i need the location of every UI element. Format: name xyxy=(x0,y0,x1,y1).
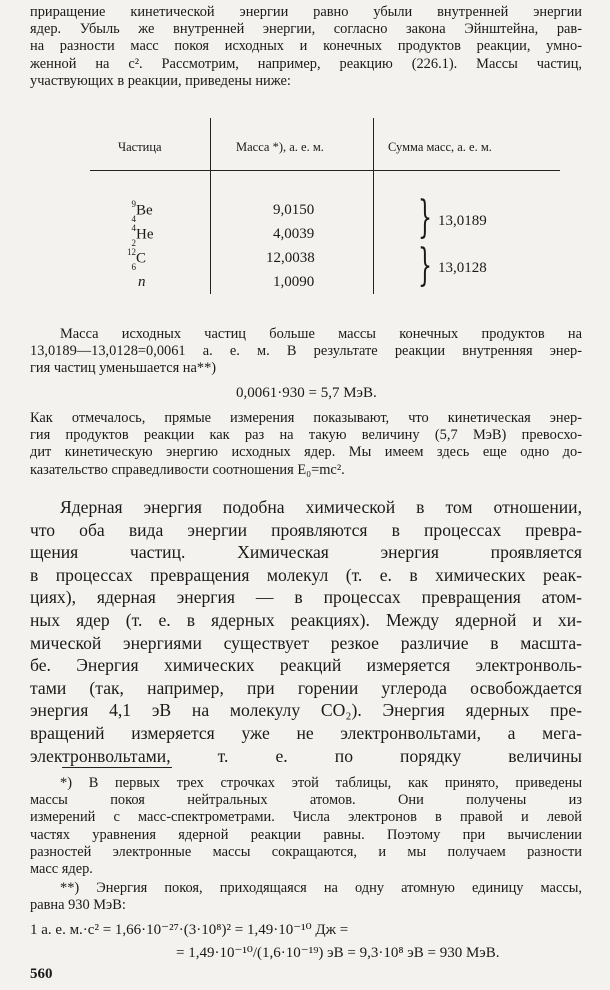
sum-final: 13,0128 xyxy=(438,260,487,276)
particle-c: 12 6 C xyxy=(127,247,147,272)
text-line: Ядерная энергия подобна химической в том отношении, xyxy=(60,497,582,517)
text-line: в процессах превращения молекул (т. е. в химических реак- xyxy=(30,564,582,585)
text-line: Как отмечалось, прямые измерения показывают, что кинетическая энер- xyxy=(30,410,582,426)
brace-initial: } xyxy=(418,192,432,243)
page-number: 560 xyxy=(30,966,53,982)
mass-value: 9,0150 xyxy=(273,202,315,218)
conversion-formula-line-2: = 1,49·10⁻¹⁰/(1,6·10⁻¹⁹) эВ = 9,3·10⁸ эВ = 930 МэВ. xyxy=(176,945,500,961)
conversion-formula-line-1: 1 а. е. м.·c² = 1,66·10⁻²⁷·(3·10⁸)² = 1,49·10⁻¹⁰ Дж = xyxy=(30,922,349,938)
text-line: измерений с масс-спектрометрами. Числа электронов в правой и левой xyxy=(30,809,582,826)
confirmation-paragraph xyxy=(30,410,582,479)
text-line: массы покоя нейтральных атомов. Они получены из xyxy=(30,792,582,809)
text-line: 13,0189—13,0128=0,0061 а. е. м. В результате реакции внутренняя энер- xyxy=(30,343,582,360)
main-paragraph xyxy=(30,496,582,767)
particle-n: n xyxy=(138,274,146,290)
text-line: мической энергиями существует резкое различие в масшта- xyxy=(30,632,582,653)
text-line: циях), ядерная энергия — в процессах превращения атом- xyxy=(30,587,582,608)
text-line: энергия 4,1 эВ на молекулу CO₂). Энергия ядерных пре- xyxy=(30,700,582,721)
column-divider xyxy=(373,170,374,294)
text-line: тами (так, например, при горении углерода освобождается xyxy=(30,677,582,698)
text-line: дит кинетическую энергию исходных ядер. Мы имеем здесь еще одно до- xyxy=(30,444,582,461)
text-line: ных ядер (т. е. в ядерных реакциях). Между ядерной и хи- xyxy=(30,609,582,630)
text-line: приращение кинетической энергии равно убыли внутренней энергии xyxy=(30,4,582,20)
text-line: щения частиц. Химическая энергия проявляется xyxy=(30,542,582,563)
mass-value: 1,0090 xyxy=(273,274,315,290)
particle-he: 4 2 He xyxy=(131,223,154,248)
text-line: вращений измеряется уже не электронвольтами, а мега- xyxy=(30,722,582,743)
text-line: на разности масс покоя исходных и конечных продуктов реакции, умно- xyxy=(30,38,582,55)
sum-initial: 13,0189 xyxy=(438,213,487,229)
text-line: казательство справедливости соотношения E₀=mc². xyxy=(30,461,345,478)
particle-mass-table xyxy=(90,118,560,318)
text-line: масс ядер. xyxy=(30,861,93,878)
footnote-rule xyxy=(62,767,172,768)
intro-paragraph xyxy=(30,4,582,90)
text-line: **) Энергия покоя, приходящаяся на одну атомную единицу массы, xyxy=(60,880,582,896)
text-line: женной на c². Рассмотрим, например, реакцию (226.1). Массы частиц, xyxy=(30,55,582,72)
footnote-1 xyxy=(30,775,582,878)
column-divider xyxy=(210,170,211,294)
text-line: бе. Энергия химических реакций измеряется электронволь- xyxy=(30,655,582,676)
column-header-mass: Масса *), а. е. м. xyxy=(236,140,324,154)
text-line: участвующих в реакции, приведены ниже: xyxy=(30,72,291,89)
text-line: ядер. Убыль же внутренней энергии, согласно закона Эйнштейна, рав- xyxy=(30,21,582,38)
text-line: равна 930 МэВ: xyxy=(30,897,126,914)
column-header-sum: Сумма масс, а. е. м. xyxy=(388,140,492,154)
mass-value: 4,0039 xyxy=(273,226,315,242)
brace-final: } xyxy=(418,240,432,291)
particle-be: 9 4 Be xyxy=(131,199,153,224)
text-line: частях уравнения ядерной реакции равны. Поэтому при вычислении xyxy=(30,826,582,843)
text-line: что оба вида энергии проявляются в процессах превра- xyxy=(30,519,582,540)
energy-formula: 0,0061·930 = 5,7 МэВ. xyxy=(236,385,377,401)
text-line: *) В первых трех строчках этой таблицы, как принято, приведены xyxy=(60,775,582,791)
text-line: гия продуктов реакции как раз на такую величину (5,7 МэВ) превосхо- xyxy=(30,427,582,444)
text-line: гия частиц уменьшается на**) xyxy=(30,360,217,377)
footnote-2 xyxy=(30,880,582,914)
mass-difference-paragraph xyxy=(30,326,582,378)
text-line: электронвольтами, т. е. по порядку величины xyxy=(30,745,582,766)
mass-value: 12,0038 xyxy=(266,250,315,266)
header-rule xyxy=(90,170,560,171)
text-line: разностей электронные массы сокращаются, и мы получаем разности xyxy=(30,843,582,860)
column-header-particle: Частица xyxy=(118,140,162,154)
text-line: Масса исходных частиц больше массы конечных продуктов на xyxy=(60,326,582,342)
